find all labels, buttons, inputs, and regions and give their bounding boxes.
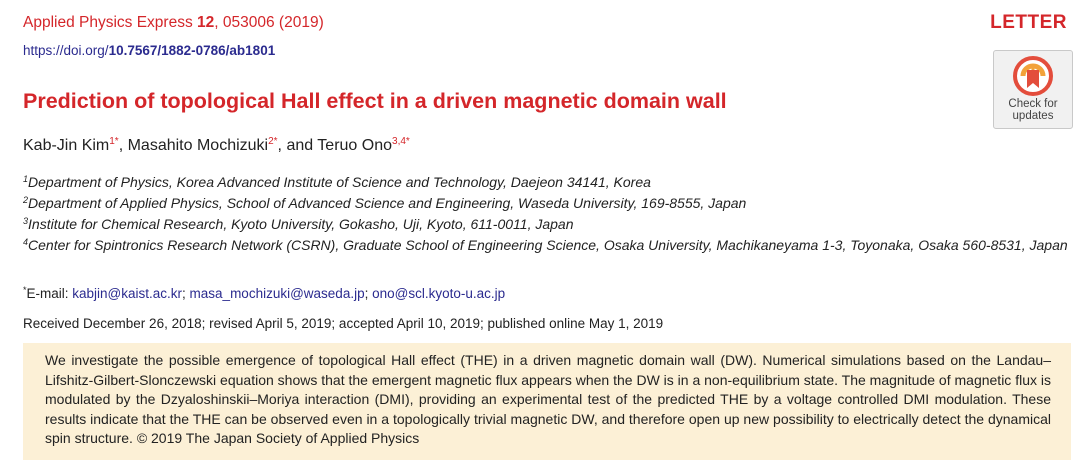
article-type-label: LETTER [990, 12, 1067, 33]
email-link[interactable]: ono@scl.kyoto-u.ac.jp [372, 286, 506, 301]
author-name: Teruo Ono [317, 137, 393, 154]
abstract-text: We investigate the possible emergence of topological Hall effect (THE) in a driven magnetic domain wall (DW). Numerical simulations based on the Landau–Lifshitz-Gilbert-Slonczewski equation shows that the emergent magnetic flux appears when the DW is in a non-equilibrium state. The magnitude of magnetic flux is modulated by the Dzyaloshinskii–Moriya interaction (DMI), providing an experimental test of the predicted THE by a voltage controlled DMI modulation. These results indicate that the THE can be observed even in a topologically trivial magnetic DW, and therefore open up new possibility to electrically detect the dynamical spin structure. © 2019 The Japan Society of Applied Physics [45, 352, 1051, 446]
email-marker: * [23, 285, 27, 295]
affiliation-item: $^1$Department of Physics, Korea Advanced Institute of Science and Technology, Daejeon 34141, Korea [23, 174, 651, 190]
publication-history: Received December 26, 2018; revised April 5, 2019; accepted April 10, 2019; published online May 1, 2019 [23, 316, 664, 331]
affiliation-item: $^3$Institute for Chemical Research, Kyoto University, Gokasho, Uji, Kyoto, 611-0011, Japan [23, 216, 574, 232]
check-for-updates-icon [1013, 56, 1053, 96]
author-name: Kab-Jin Kim [23, 137, 110, 154]
author-affiliation-marker[interactable]: 1* [109, 136, 119, 147]
affiliation-list [23, 172, 1073, 256]
check-for-updates-button[interactable] [993, 50, 1073, 129]
journal-citation[interactable] [23, 14, 324, 32]
abstract-box [23, 343, 1071, 460]
paper-title: Prediction of topological Hall effect in a driven magnetic domain wall [23, 89, 727, 113]
journal-volume: 12 [197, 14, 215, 31]
author-affiliation-marker[interactable]: 2* [268, 136, 278, 147]
author-affiliation-marker[interactable]: 3,4* [392, 136, 410, 147]
journal-name: Applied Physics Express [23, 14, 193, 31]
email-link[interactable]: masa_mochizuki@waseda.jp [189, 286, 365, 301]
check-for-updates-label: Check for updates [1008, 98, 1058, 122]
journal-article-id: , 053006 (2019) [214, 14, 324, 31]
author-list: Kab-Jin Kim$^{1*}$, Masahito Mochizuki$^{2*}$, and Teruo Ono$^{3,4*}$ [23, 136, 410, 154]
doi-prefix: https://doi.org/ [23, 43, 109, 58]
affiliation-item: $^4$Center for Spintronics Research Network (CSRN), Graduate School of Engineering Science, Osaka University, Machikaneyama 1-3, Toyonaka, Osaka 560-8531, Japan [23, 237, 1068, 253]
doi-link[interactable] [23, 43, 275, 58]
email-line: *E-mail: kabjin@kaist.ac.kr; masa_mochizuki@waseda.jp; ono@scl.kyoto-u.ac.jp [23, 285, 506, 301]
author-name: Masahito Mochizuki [127, 137, 269, 154]
email-label: E-mail: [26, 286, 73, 301]
email-link[interactable]: kabjin@kaist.ac.kr [72, 286, 183, 301]
affiliation-item: $^2$Department of Applied Physics, School of Advanced Science and Engineering, Waseda University, 169-8555, Japan [23, 195, 747, 211]
doi-suffix: 10.7567/1882-0786/ab1801 [108, 43, 276, 58]
